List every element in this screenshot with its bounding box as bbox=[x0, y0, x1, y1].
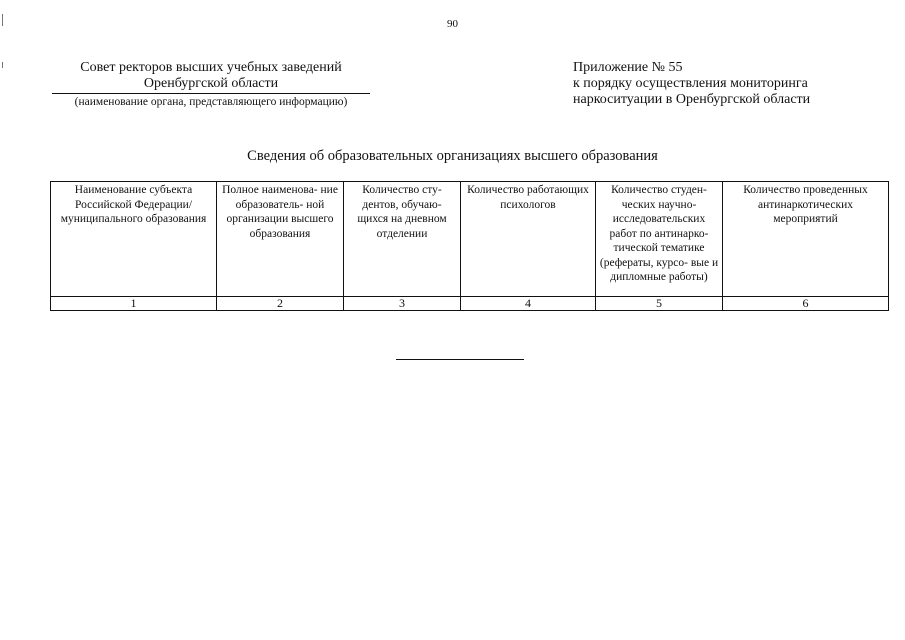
appendix-block bbox=[573, 60, 873, 108]
column-number: 3 bbox=[344, 297, 461, 311]
footer-divider bbox=[396, 359, 524, 360]
header-events-count: Количество проведенных антинаркотических мероприятий bbox=[723, 182, 889, 297]
organization-caption: (наименование органа, представляющего информацию) bbox=[74, 96, 348, 108]
scan-margin-mark bbox=[2, 62, 3, 68]
header-research-works-count: Количество студен- ческих научно- исследовательских работ по антинарко- тической тематике (рефераты, курсо- вые и дипломные работы) bbox=[596, 182, 723, 297]
column-number: 4 bbox=[461, 297, 596, 311]
appendix-number: Приложение № 55 bbox=[573, 60, 683, 75]
organization-name-line2: Оренбургской области bbox=[52, 76, 370, 94]
table-row bbox=[51, 297, 889, 311]
appendix-reference-line2: наркоситуации в Оренбургской области bbox=[573, 92, 811, 107]
header-psychologist-count: Количество работающих психологов bbox=[461, 182, 596, 297]
column-number: 1 bbox=[51, 297, 217, 311]
header-student-count: Количество сту- дентов, обучаю- щихся на дневном отделении bbox=[344, 182, 461, 297]
table-header-row bbox=[51, 182, 889, 297]
header-subject: Наименование субъекта Российской Федерации/ муниципального образования bbox=[51, 182, 217, 297]
appendix-reference-line1: к порядку осуществления мониторинга bbox=[573, 76, 808, 91]
organization-block bbox=[52, 60, 370, 109]
report-table bbox=[50, 181, 889, 311]
header-organization-name: Полное наименова- ние образователь- ной организации высшего образования bbox=[217, 182, 344, 297]
page-number: 90 bbox=[447, 18, 458, 30]
document-title: Сведения об образовательных организациях высшего образования bbox=[247, 148, 658, 164]
organization-name-line1: Совет ректоров высших учебных заведений bbox=[80, 60, 342, 75]
column-number: 2 bbox=[217, 297, 344, 311]
column-number: 5 bbox=[596, 297, 723, 311]
column-number: 6 bbox=[723, 297, 889, 311]
